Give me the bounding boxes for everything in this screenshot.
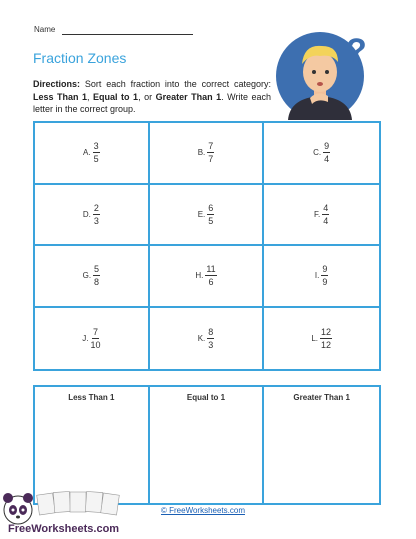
fraction (323, 141, 330, 164)
denominator: 12 (320, 339, 331, 350)
fraction (93, 264, 100, 287)
fraction-letter: G. (82, 271, 92, 281)
numerator: 9 (322, 264, 328, 275)
thinking-boy-illustration (270, 16, 380, 126)
fraction-letter: J. (82, 333, 89, 343)
answer-column-equal-to-1[interactable] (150, 387, 265, 503)
directions-sep-2: , or (138, 91, 156, 102)
numerator: 11 (206, 264, 216, 275)
fraction-cell (35, 246, 150, 308)
fraction-cell (150, 123, 265, 185)
fraction-cell (35, 308, 150, 370)
denominator: 4 (323, 215, 329, 226)
fraction-letter: I. (314, 271, 320, 281)
panda-icon (3, 493, 33, 524)
fraction (207, 327, 214, 350)
fraction-letter: L. (311, 333, 318, 343)
name-label: Name (34, 25, 56, 34)
category-greater: Greater Than 1 (155, 91, 222, 102)
numerator: 5 (94, 264, 100, 275)
numerator: 7 (92, 326, 98, 337)
directions-lead: Directions: (33, 79, 81, 89)
answer-column-less-than-1[interactable] (35, 387, 150, 503)
fraction (207, 141, 214, 164)
directions (33, 78, 271, 116)
fraction-cell (264, 123, 379, 185)
numerator: 12 (320, 326, 331, 337)
fraction-cell (264, 185, 379, 247)
directions-sep-1: , (87, 91, 94, 102)
fraction-letter: C. (313, 148, 322, 158)
fraction (205, 264, 216, 287)
denominator: 6 (208, 277, 214, 288)
fraction (90, 327, 100, 350)
answer-column-greater-than-1[interactable] (264, 387, 379, 503)
numerator: 7 (208, 141, 214, 152)
logo-text: FreeWorksheets.com (8, 523, 120, 535)
denominator: 5 (93, 154, 99, 165)
directions-text-2: . Write each letter in the correct group. (33, 91, 271, 114)
category-less: Less Than 1 (33, 91, 88, 102)
fraction-letter: E. (197, 209, 206, 219)
numerator: 8 (208, 326, 214, 337)
fraction-cell (150, 308, 265, 370)
numerator: 4 (323, 202, 329, 213)
directions-text-1: Sort each fraction into the correct category: (80, 79, 271, 89)
column-header: Equal to 1 (186, 393, 226, 402)
denominator: 7 (208, 154, 214, 165)
freeworksheets-logo (2, 488, 142, 536)
fraction (207, 203, 214, 226)
fraction-letter: B. (197, 148, 206, 158)
column-header: Greater Than 1 (293, 393, 350, 402)
fraction-cell (150, 246, 265, 308)
denominator: 3 (208, 339, 214, 350)
denominator: 3 (93, 215, 99, 226)
fraction-cell (35, 123, 150, 185)
numerator: 2 (93, 202, 99, 213)
answer-table (33, 385, 381, 505)
denominator: 4 (324, 154, 330, 165)
numerator: 6 (208, 202, 214, 213)
fraction-letter: A. (83, 148, 91, 158)
numerator: 9 (324, 141, 330, 152)
category-equal: Equal to 1 (93, 91, 139, 102)
fraction (321, 264, 328, 287)
fraction-cell (35, 185, 150, 247)
fraction-cell (264, 246, 379, 308)
column-header: Less Than 1 (68, 393, 115, 402)
fraction-cell (150, 185, 265, 247)
name-line[interactable] (62, 34, 193, 35)
fraction (322, 203, 329, 226)
denominator: 8 (94, 277, 100, 288)
numerator: 3 (93, 141, 99, 152)
denominator: 5 (208, 215, 214, 226)
fraction-letter: F. (314, 209, 321, 219)
fraction-letter: D. (82, 209, 91, 219)
fraction (93, 141, 100, 164)
fraction-cell (264, 308, 379, 370)
fraction-letter: K. (197, 333, 206, 343)
denominator: 10 (90, 339, 101, 350)
fraction-grid (33, 121, 381, 371)
question-mark-icon: ? (346, 32, 367, 70)
footer-link[interactable]: © FreeWorksheets.com (161, 506, 245, 515)
fraction-letter: H. (195, 271, 204, 281)
fraction (320, 327, 332, 350)
worksheet-title: Fraction Zones (33, 50, 127, 66)
denominator: 9 (322, 277, 328, 288)
fraction (93, 203, 100, 226)
